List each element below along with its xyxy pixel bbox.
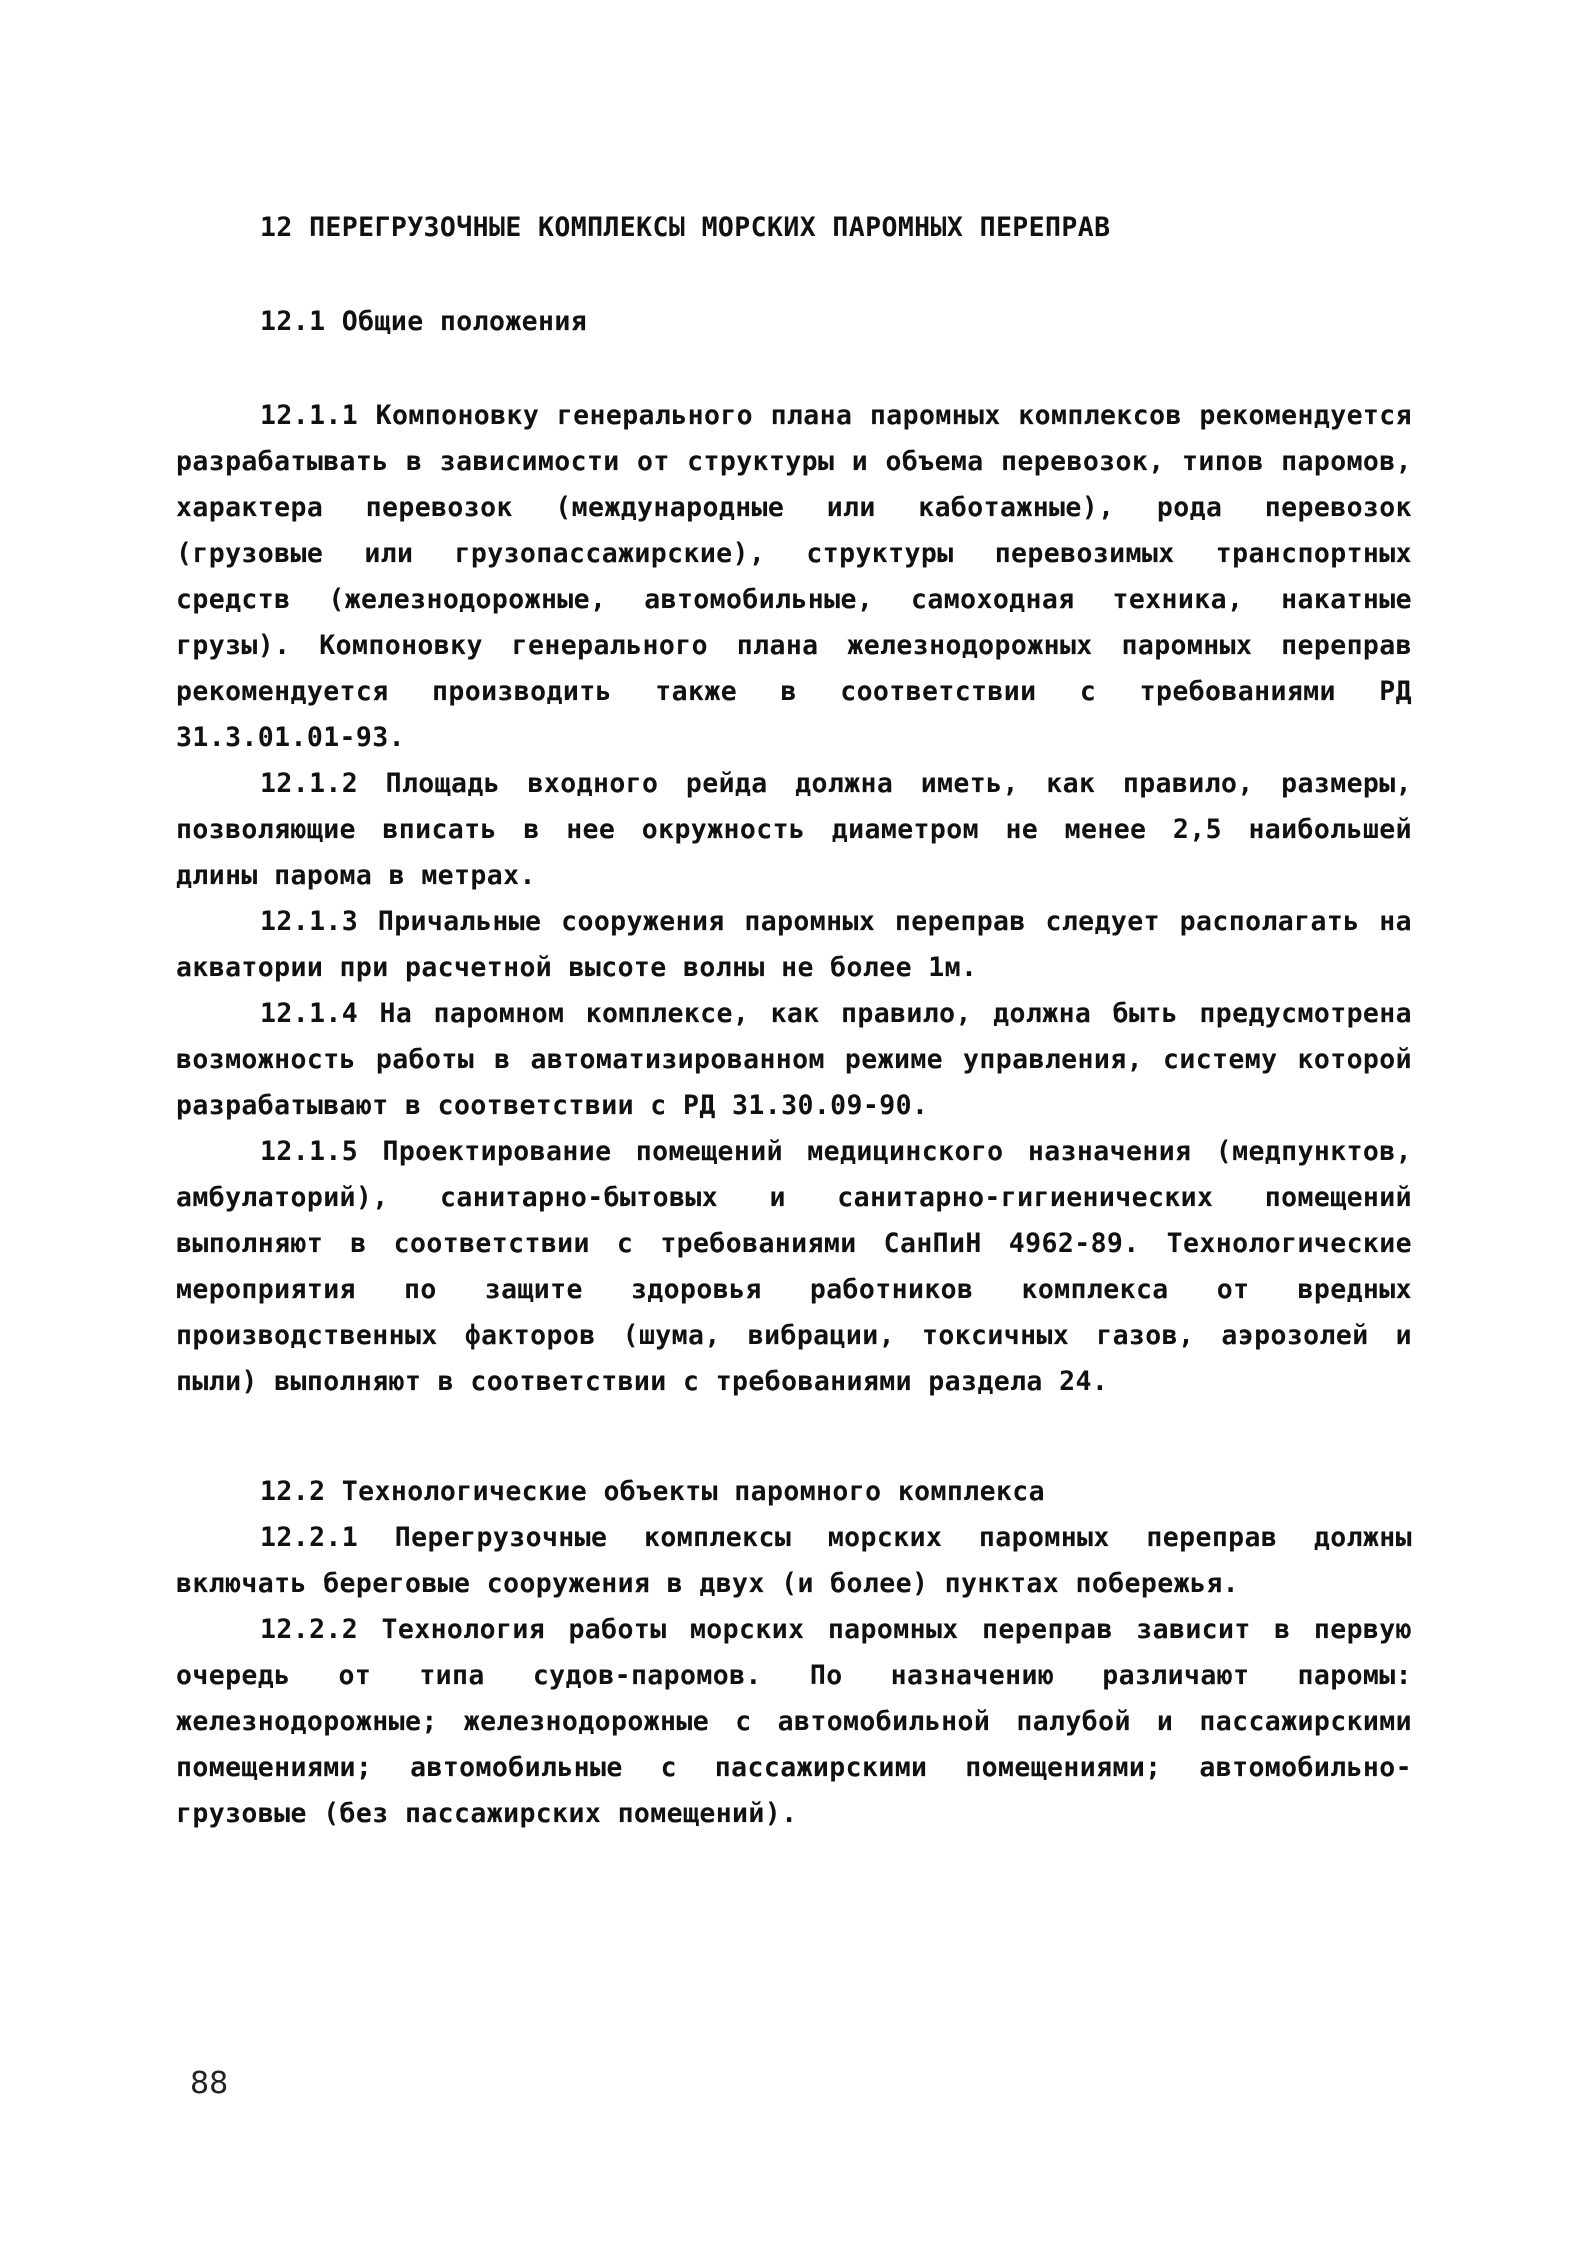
paragraph-12-1-3: 12.1.3 Причальные сооружения паромных переправ следует располагать на акватории при расчетной высоте волны не более 1м.: [176, 906, 1412, 983]
spacer: [176, 251, 1412, 299]
spacer: [176, 345, 1412, 393]
paragraph-12-2-1: 12.2.1 Перегрузочные комплексы морских паромных переправ должны включать береговые сооружения в двух (и более) пунктах побережья.: [176, 1522, 1412, 1599]
paragraph-12-1-5: 12.1.5 Проектирование помещений медицинского назначения (медпунктов, амбулаторий), санитарно-бытовых и санитарно-гигиенических помещений выполняют в соответствии с требованиями СанПиН 4962-89. Технологические мероприятия по защите здоровья работников комплекса от вредных производственных факторов (шума, вибрации, токсичных газов, аэрозолей и пыли) выполняют в соответствии с требованиями раздела 24.: [176, 1136, 1412, 1397]
page-number: 88: [190, 2066, 229, 2101]
paragraph-12-1-1: 12.1.1 Компоновку генерального плана паромных комплексов рекомендуется разрабатывать в зависимости от структуры и объема перевозок, типов паромов, характера перевозок (международные или каботажные), рода перевозок (грузовые или грузопассажирские), структуры перевозимых транспортных средств (железнодорожные, автомобильные, самоходная техника, накатные грузы). Компоновку генерального плана железнодорожных паромных переправ рекомендуется производить также в соответствии с требованиями РД 31.3.01.01-93.: [176, 400, 1412, 753]
section-heading-objects: 12.2 Технологические объекты паромного комплекса: [260, 1476, 1046, 1507]
section-heading-general: 12.1 Общие положения: [260, 306, 588, 337]
paragraph-12-1-2: 12.1.2 Площадь входного рейда должна иметь, как правило, размеры, позволяющие вписать в нее окружность диаметром не менее 2,5 наибольшей длины парома в метрах.: [176, 768, 1412, 891]
paragraph-12-2-2: 12.2.2 Технология работы морских паромных переправ зависит в первую очередь от типа судов-паромов. По назначению различают паромы: железнодорожные; железнодорожные с автомобильной палубой и пассажирскими помещениями; автомобильные с пассажирскими помещениями; автомобильно-грузовые (без пассажирских помещений).: [176, 1614, 1412, 1829]
spacer: [176, 1405, 1412, 1469]
paragraph-12-1-4: 12.1.4 На паромном комплексе, как правило, должна быть предусмотрена возможность работы в автоматизированном режиме управления, систему которой разрабатывают в соответствии с РД 31.30.09-90.: [176, 998, 1412, 1121]
chapter-title: 12 ПЕРЕГРУЗОЧНЫЕ КОМПЛЕКСЫ МОРСКИХ ПАРОМНЫХ ПЕРЕПРАВ: [260, 212, 1111, 243]
document-body: [176, 205, 1412, 1837]
